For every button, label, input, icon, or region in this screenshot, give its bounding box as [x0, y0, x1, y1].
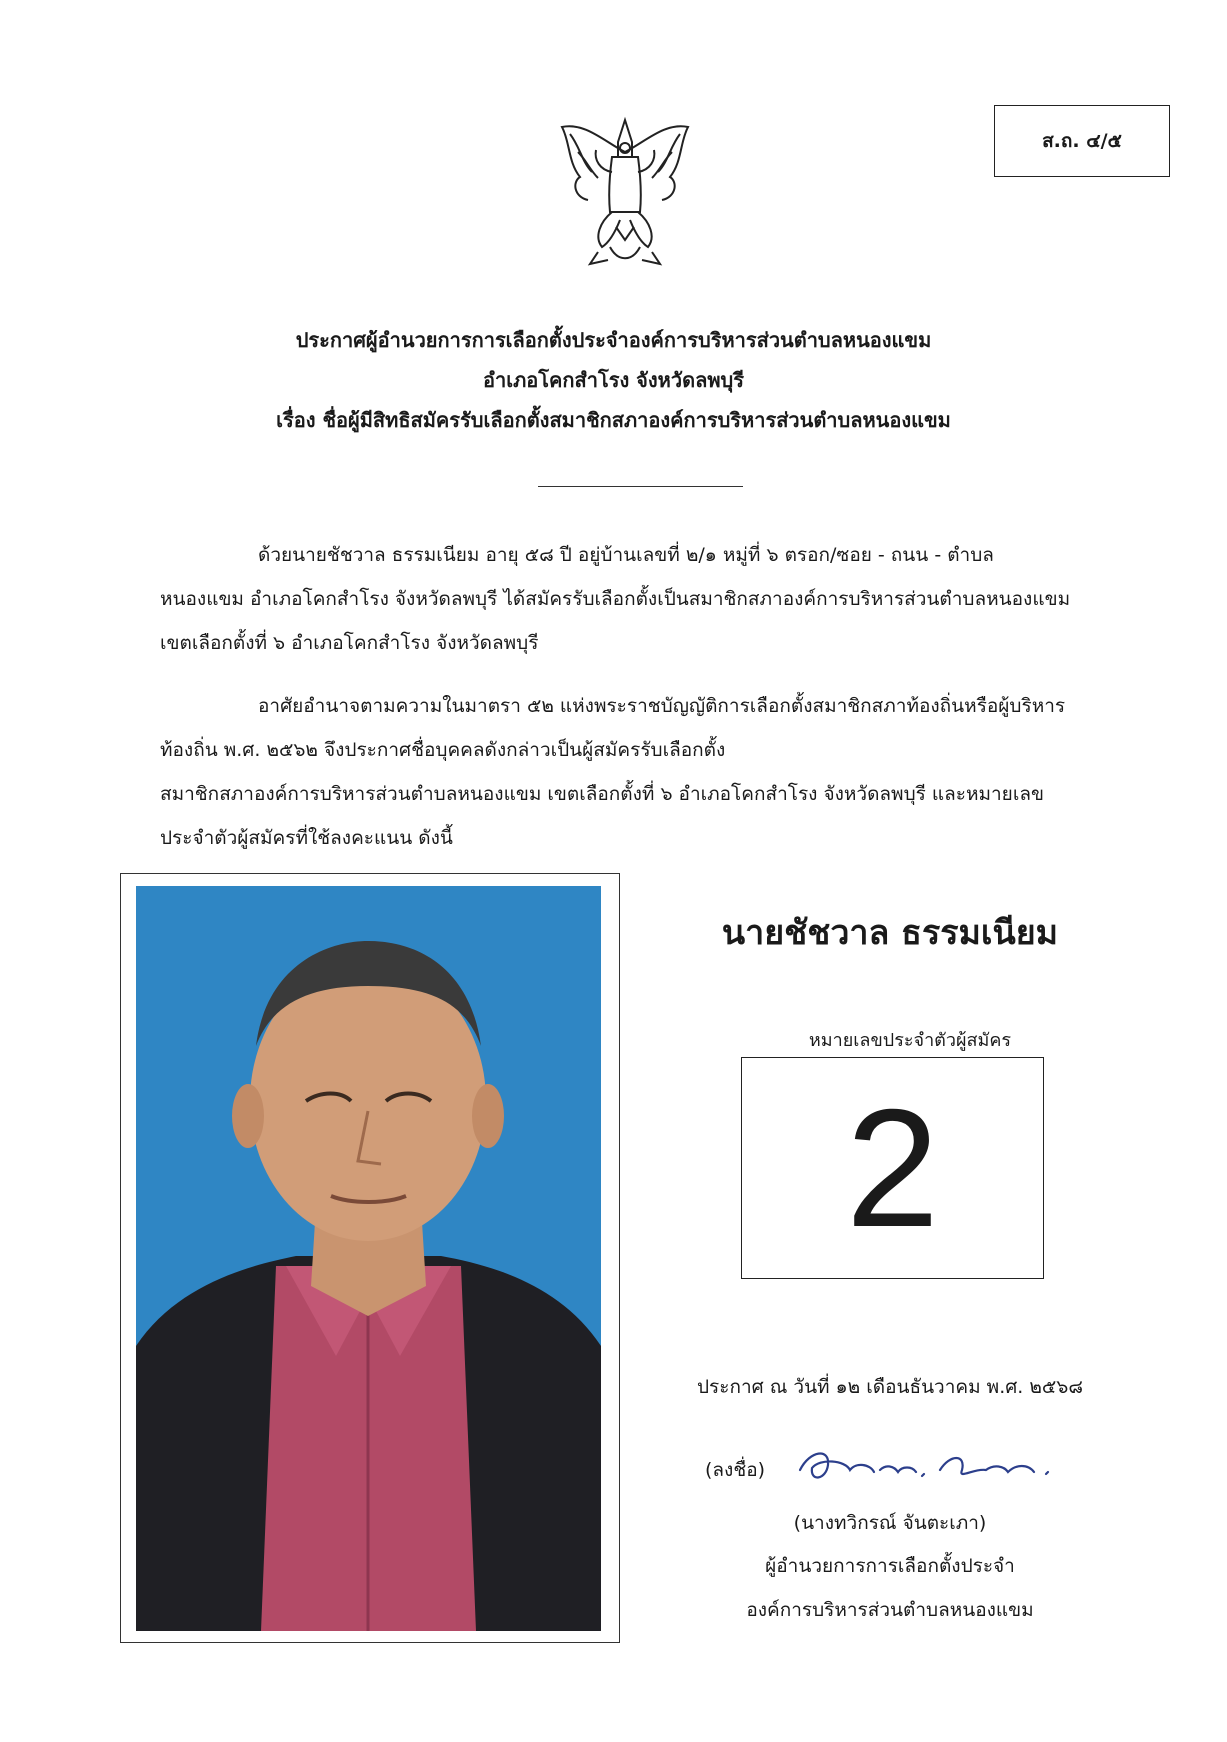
paragraph-applicant: [160, 533, 1120, 665]
paragraph-authority: [160, 684, 1120, 860]
header-location: อำเภอโคกสำโรง จังหวัดลพบุรี: [483, 368, 744, 392]
paragraph-line: อาศัยอำนาจตามความในมาตรา ๕๒ แห่งพระราชบัญญัติการเลือกตั้งสมาชิกสภาท้องถิ่นหรือผู้บริหาร: [258, 695, 1066, 717]
official-organization: องค์การบริหารส่วนตำบลหนองแขม: [746, 1599, 1034, 1621]
header-title: ประกาศผู้อำนวยการการเลือกตั้งประจำองค์การบริหารส่วนตำบลหนองแขม: [295, 328, 932, 352]
paragraph-line: เขตเลือกตั้งที่ ๖ อำเภอโคกสำโรง จังหวัดลพบุรี: [160, 632, 539, 654]
signature-label: (ลงชื่อ): [705, 1459, 766, 1481]
official-name: (นางทวิกรณ์ จันตะเภา): [793, 1512, 987, 1534]
signature-image: [790, 1440, 1060, 1488]
candidate-photo: [136, 886, 601, 1631]
paragraph-line: ด้วยนายชัชวาล ธรรมเนียม อายุ ๕๘ ปี อยู่บ้านเลขที่ ๒/๑ หมู่ที่ ๖ ตรอก/ซอย - ถนน - ตำบล: [258, 544, 994, 566]
candidate-number: 2: [845, 1074, 940, 1262]
header-divider: [538, 486, 743, 487]
paragraph-line: ท้องถิ่น พ.ศ. ๒๕๖๒ จึงประกาศชื่อบุคคลดังกล่าวเป็นผู้สมัครรับเลือกตั้ง: [160, 739, 726, 761]
candidate-name: นายชัชวาล ธรรมเนียม: [721, 913, 1059, 953]
paragraph-line: สมาชิกสภาองค์การบริหารส่วนตำบลหนองแขม เขตเลือกตั้งที่ ๖ อำเภอโคกสำโรง จังหวัดลพบุรี และหมายเลข: [160, 783, 1044, 805]
official-title: ผู้อำนวยการการเลือกตั้งประจำ: [765, 1555, 1015, 1577]
paragraph-line: หนองแขม อำเภอโคกสำโรง จังหวัดลพบุรี ได้สมัครรับเลือกตั้งเป็นสมาชิกสภาองค์การบริหารส่วนตำบลหนองแขม: [160, 588, 1071, 610]
announcement-date: ประกาศ ณ วันที่ ๑๒ เดือนธันวาคม พ.ศ. ๒๕๖๘: [696, 1376, 1083, 1398]
form-code-text: ส.ถ. ๔/๕: [1042, 130, 1122, 152]
header-subject: เรื่อง ชื่อผู้มีสิทธิสมัครรับเลือกตั้งสมาชิกสภาองค์การบริหารส่วนตำบลหนองแขม: [276, 408, 951, 432]
announcement-header: [0, 320, 1227, 440]
garuda-emblem-icon: [550, 112, 700, 272]
candidate-number-box: [741, 1057, 1044, 1279]
form-code-box: [994, 105, 1170, 177]
paragraph-line: ประจำตัวผู้สมัครที่ใช้ลงคะแนน ดังนี้: [160, 827, 453, 849]
candidate-number-label: หมายเลขประจำตัวผู้สมัคร: [808, 1030, 1012, 1051]
